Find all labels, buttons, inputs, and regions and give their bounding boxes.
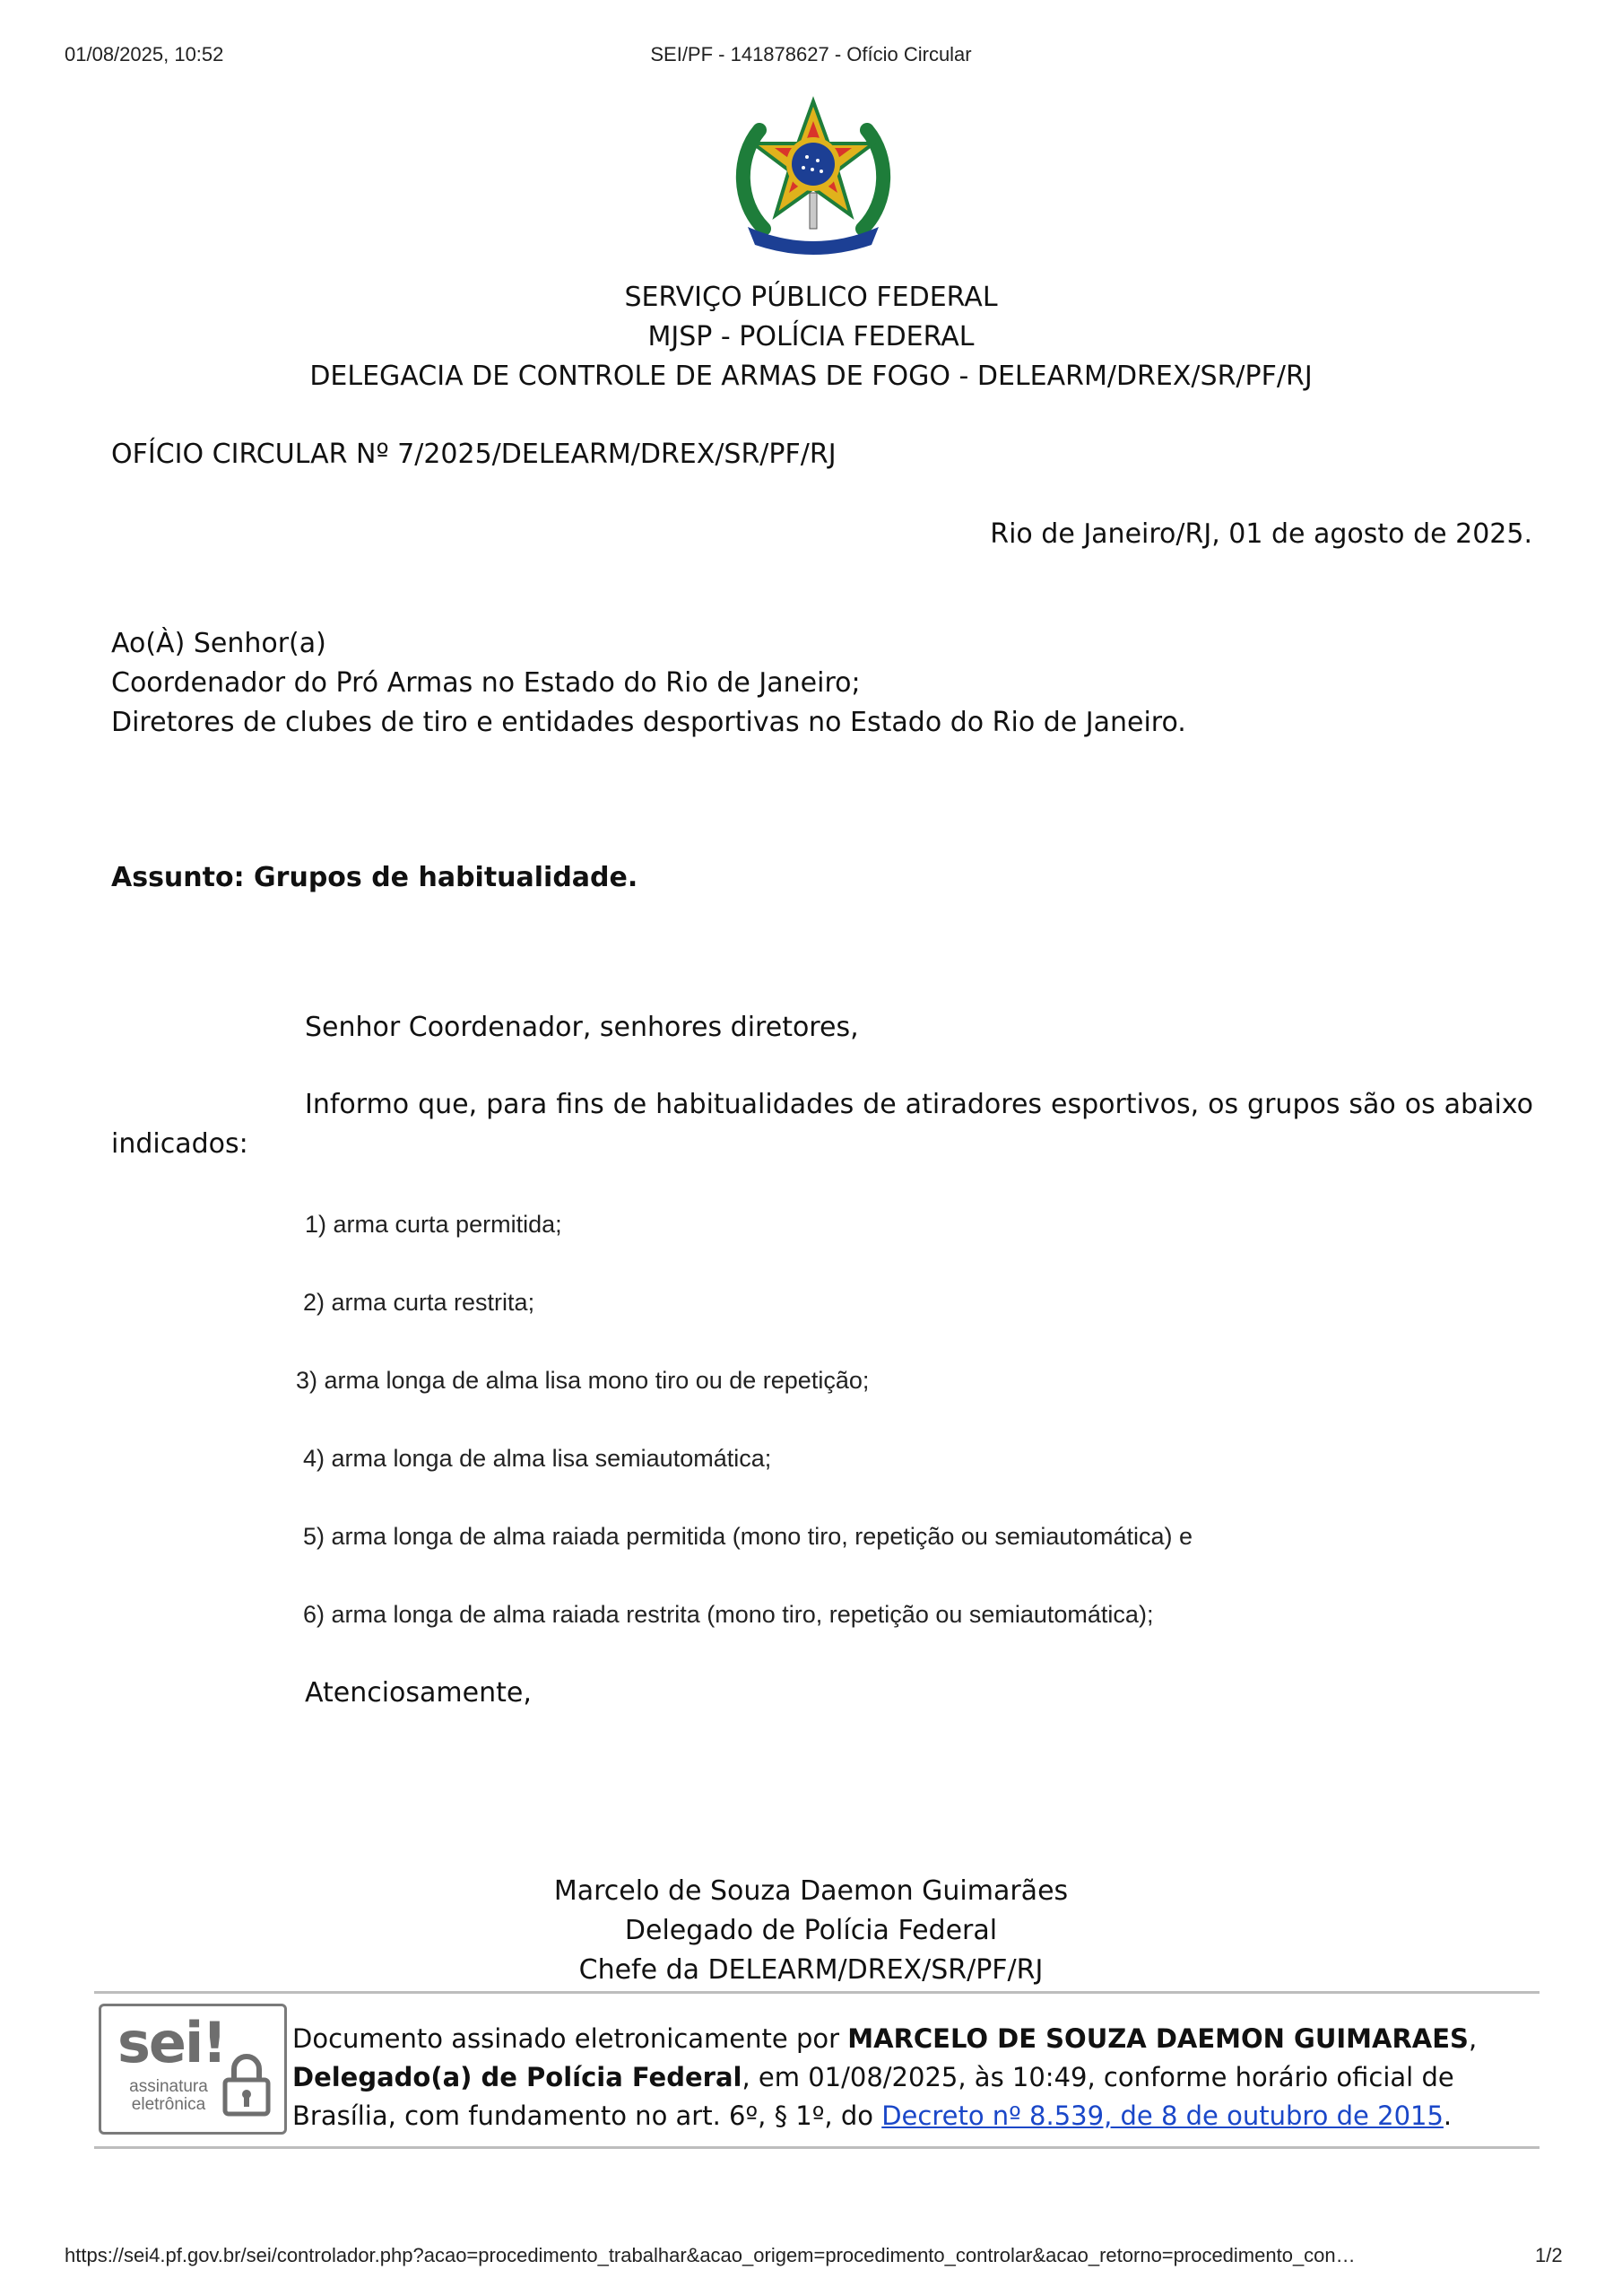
group-item-1: 1) arma curta permitida;: [305, 1211, 562, 1238]
print-footer-page: 1/2: [1535, 2244, 1563, 2266]
subject: Assunto: Grupos de habitualidade.: [111, 862, 638, 893]
group-item-6: 6) arma longa de alma raiada restrita (mono tiro, repetição ou semiautomática);: [303, 1601, 1154, 1628]
print-datetime: 01/08/2025, 10:52: [65, 43, 224, 65]
print-footer-url: https://sei4.pf.gov.br/sei/controlador.php?acao=procedimento_trabalhar&acao_origem=procedimento_controlar&acao_retorno=procedimento_con…: [65, 2244, 1356, 2266]
group-item-2: 2) arma curta restrita;: [303, 1289, 535, 1316]
addressee-line-2: Coordenador do Pró Armas no Estado do Rio de Janeiro;: [111, 667, 861, 699]
coat-of-arms-emblem: [728, 94, 898, 256]
header-line-3: DELEGACIA DE CONTROLE DE ARMAS DE FOGO - DELEARM/DREX/SR/PF/RJ: [309, 361, 1313, 392]
e-signature-signer: MARCELO DE SOUZA DAEMON GUIMARAES: [847, 2023, 1469, 2054]
e-signature-sep: ,: [1468, 2023, 1478, 2054]
padlock-icon: [221, 2051, 272, 2118]
e-signature-suffix: .: [1443, 2100, 1453, 2131]
e-signature-middle: , em 01/08/2025, às 10:49, conforme horário oficial de Brasília, com fundamento no art. 6º, § 1º, do: [292, 2062, 1454, 2131]
oficio-number: OFÍCIO CIRCULAR Nº 7/2025/DELEARM/DREX/SR/PF/RJ: [111, 439, 837, 470]
group-item-3: 3) arma longa de alma lisa mono tiro ou de repetição;: [296, 1367, 870, 1394]
divider-bottom: [94, 2146, 1540, 2149]
sei-logo: sei!: [117, 2010, 226, 2075]
e-signature-text: [292, 2020, 1535, 2135]
print-title: SEI/PF - 141878627 - Ofício Circular: [650, 43, 972, 65]
paragraph-line-1: Informo que, para fins de habitualidades de atiradores esportivos, os grupos são os abaixo: [305, 1089, 1533, 1120]
sei-signature-seal: [99, 2004, 287, 2135]
group-item-5: 5) arma longa de alma raiada permitida (mono tiro, repetição ou semiautomática) e: [303, 1523, 1193, 1550]
closing: Atenciosamente,: [305, 1677, 532, 1709]
place-date: Rio de Janeiro/RJ, 01 de agosto de 2025.: [990, 518, 1532, 550]
e-signature-role: Delegado(a) de Polícia Federal: [292, 2062, 742, 2092]
header-line-2: MJSP - POLÍCIA FEDERAL: [647, 321, 975, 352]
e-signature-prefix: Documento assinado eletronicamente por: [292, 2023, 848, 2054]
addressee-line-3: Diretores de clubes de tiro e entidades desportivas no Estado do Rio de Janeiro.: [111, 707, 1186, 738]
signature-unit: Chefe da DELEARM/DREX/SR/PF/RJ: [578, 1954, 1044, 1986]
header-line-1: SERVIÇO PÚBLICO FEDERAL: [624, 282, 998, 313]
divider-top: [94, 1991, 1540, 1994]
signature-role: Delegado de Polícia Federal: [624, 1915, 998, 1946]
decree-link[interactable]: Decreto nº 8.539, de 8 de outubro de 2015: [881, 2100, 1444, 2131]
signature-name: Marcelo de Souza Daemon Guimarães: [553, 1875, 1069, 1907]
seal-text-1: assinatura: [129, 2077, 208, 2096]
group-item-4: 4) arma longa de alma lisa semiautomática;: [303, 1445, 772, 1472]
greeting: Senhor Coordenador, senhores diretores,: [305, 1012, 859, 1043]
paragraph-line-2: indicados:: [111, 1128, 248, 1160]
seal-text-2: eletrônica: [131, 2095, 206, 2114]
addressee-line-1: Ao(À) Senhor(a): [111, 628, 326, 659]
